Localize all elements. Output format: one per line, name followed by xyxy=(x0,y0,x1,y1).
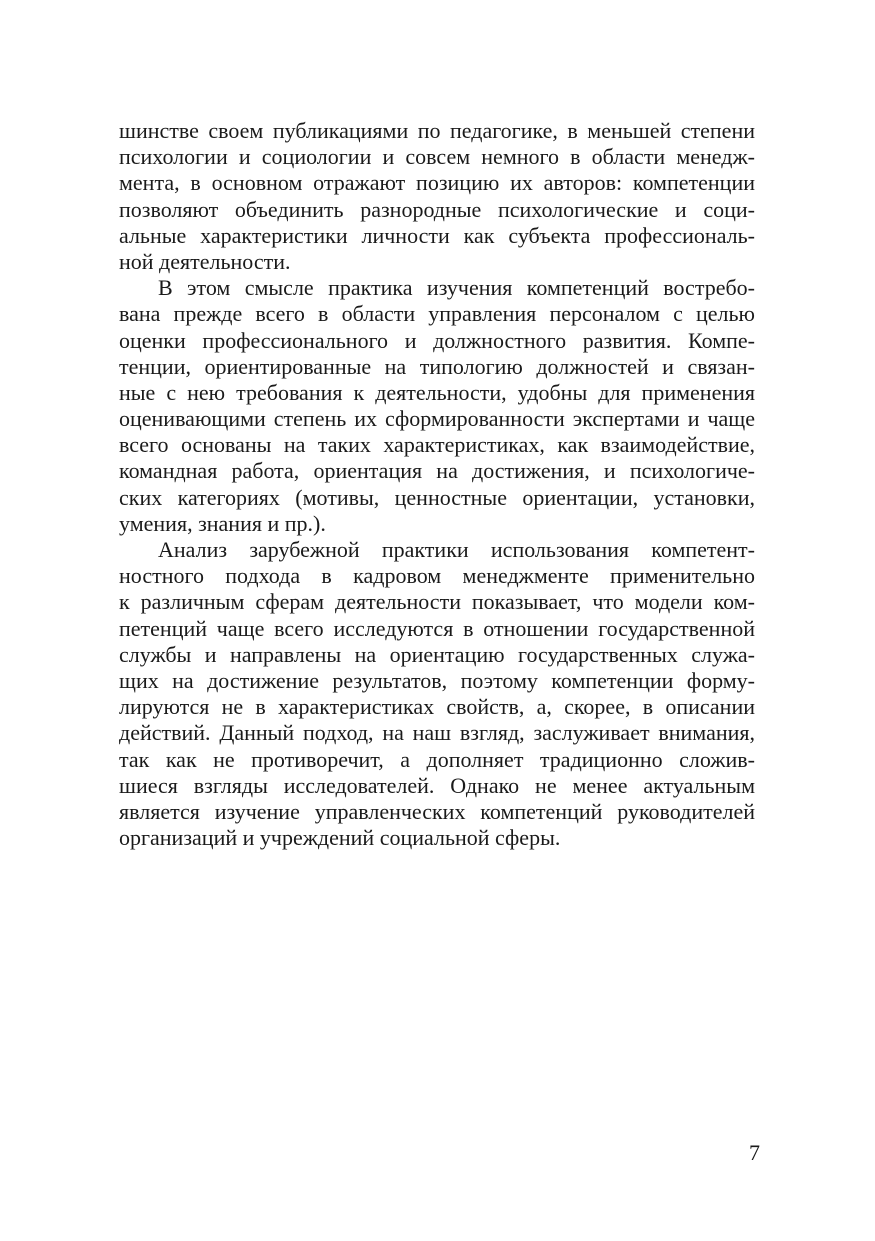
text-line: оценивающими степень их сформированности экспертами и чаще xyxy=(119,406,755,432)
text-line: является изучение управленческих компетенций руководителей xyxy=(119,798,755,824)
body-text xyxy=(119,118,755,851)
page-number: 7 xyxy=(749,1140,760,1165)
text-line: ностного подхода в кадровом менеджменте применительно xyxy=(119,563,755,589)
text-line: психологии и социологии и совсем немного в области менедж- xyxy=(119,144,755,170)
text-line: к различным сферам деятельности показывает, что модели ком- xyxy=(119,589,755,615)
text-line: службы и направлены на ориентацию государственных служа- xyxy=(119,641,755,667)
text-line: Анализ зарубежной практики использования компетент- xyxy=(158,537,755,562)
text-line: шинстве своем публикациями по педагогике, в меньшей степени xyxy=(119,118,755,143)
text-line: позволяют объединить разнородные психологические и соци- xyxy=(119,196,755,222)
text-line: командная работа, ориентация на достижения, и психологиче- xyxy=(119,458,755,484)
paragraph-3 xyxy=(119,537,755,851)
text-line: действий. Данный подход, на наш взгляд, заслуживает внимания, xyxy=(119,720,755,746)
text-line: оценки профессионального и должностного развития. Компе- xyxy=(119,327,755,353)
text-line: В этом смысле практика изучения компетенций востребо- xyxy=(158,275,755,301)
text-line: умения, знания и пр.). xyxy=(119,510,326,536)
text-line: петенций чаще всего исследуются в отношении государственной xyxy=(119,615,755,641)
text-line: щих на достижение результатов, поэтому компетенции форму- xyxy=(119,667,755,693)
text-line: ные с нею требования к деятельности, удобны для применения xyxy=(119,379,755,405)
text-line: шиеся взгляды исследователей. Однако не менее актуальным xyxy=(119,772,755,798)
text-line: всего основаны на таких характеристиках, как взаимодействие, xyxy=(119,432,755,458)
text-line: лируются не в характеристиках свойств, а, скорее, в описании xyxy=(119,694,755,720)
text-line: ной деятельности. xyxy=(119,248,291,274)
text-line: организаций и учреждений социальной сферы. xyxy=(119,825,561,851)
text-line: вана прежде всего в области управления персоналом с целью xyxy=(119,301,755,327)
paragraph-2 xyxy=(119,275,755,537)
text-line: ских категориях (мотивы, ценностные ориентации, установки, xyxy=(119,484,755,510)
text-line: мента, в основном отражают позицию их авторов: компетенции xyxy=(119,170,755,196)
text-line: альные характеристики личности как субъекта профессиональ- xyxy=(119,222,755,248)
paragraph-1 xyxy=(119,118,755,275)
text-line: тенции, ориентированные на типологию должностей и связан- xyxy=(119,353,755,379)
text-line: так как не противоречит, а дополняет традиционно сложив- xyxy=(119,746,755,772)
